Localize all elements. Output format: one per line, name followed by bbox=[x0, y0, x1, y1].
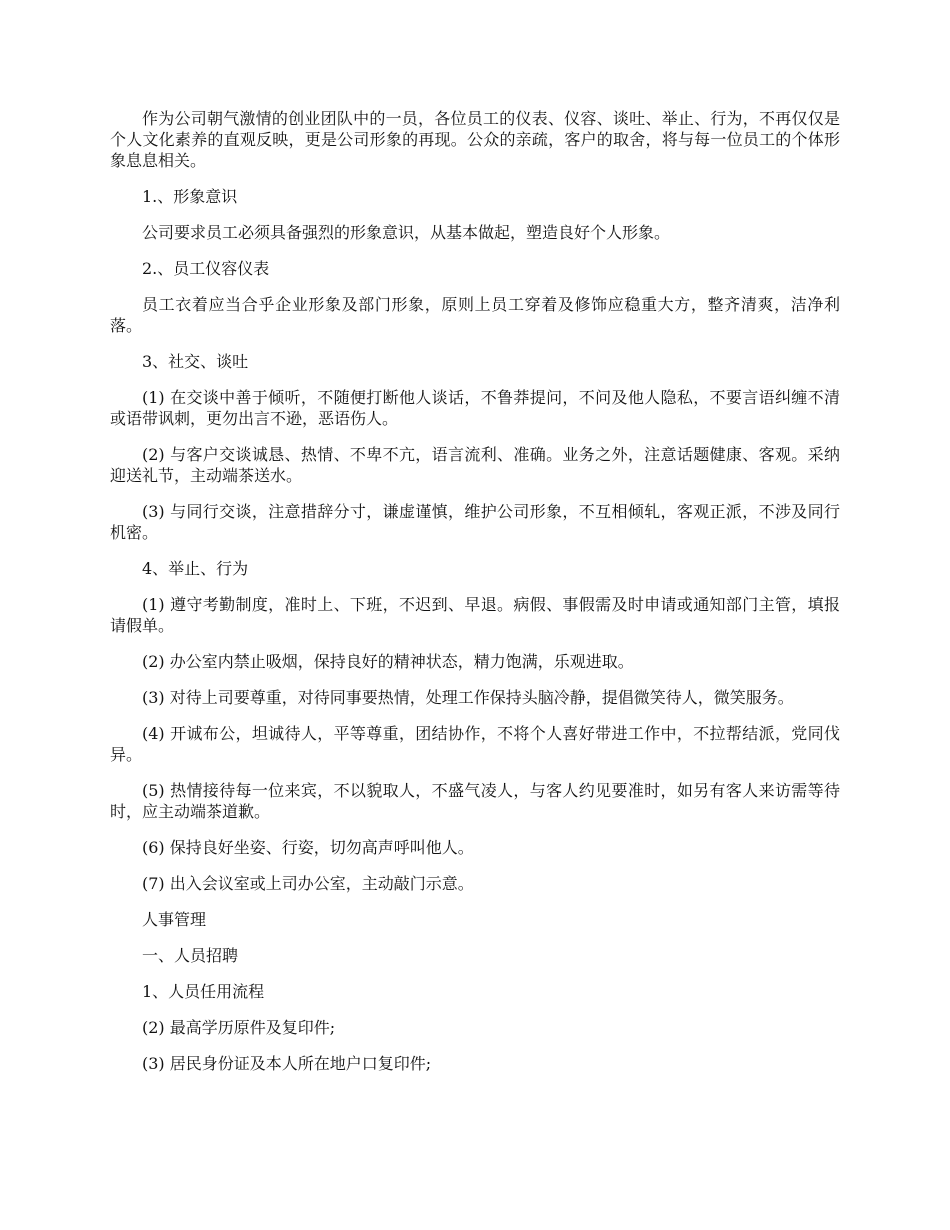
heading-hiring-process: 1、人员任用流程 bbox=[142, 982, 265, 1001]
paragraph-conduct-2: (2) 办公室内禁止吸烟，保持良好的精神状态，精力饱满，乐观进取。 bbox=[142, 652, 634, 671]
paragraph-image-awareness: 公司要求员工必须具备强烈的形象意识，从基本做起，塑造良好个人形象。 bbox=[142, 223, 671, 242]
paragraph-social-1: (1) 在交谈中善于倾听，不随便打断他人谈话，不鲁莽提问，不问及他人隐私，不要言语纠缠不清或语带讽刺，更勿出言不逊，恶语伤人。 bbox=[110, 388, 840, 428]
list-item-education-docs: (2) 最高学历原件及复印件; bbox=[142, 1018, 336, 1037]
heading-hr-management: 人事管理 bbox=[142, 910, 207, 929]
heading-social-conversation: 3、社交、谈吐 bbox=[142, 352, 249, 371]
paragraph-conduct-4: (4) 开诚布公，坦诚待人，平等尊重，团结协作，不将个人喜好带进工作中，不拉帮结派，党同伐异。 bbox=[110, 724, 840, 764]
heading-recruitment: 一、人员招聘 bbox=[142, 946, 239, 965]
document-body bbox=[110, 108, 840, 1089]
paragraph-appearance: 员工衣着应当合乎企业形象及部门形象，原则上员工穿着及修饰应稳重大方，整齐清爽，洁净利落。 bbox=[110, 295, 840, 335]
heading-image-awareness: 1.、形象意识 bbox=[142, 187, 238, 206]
paragraph-conduct-1: (1) 遵守考勤制度，准时上、下班，不迟到、早退。病假、事假需及时申请或通知部门主管，填报请假单。 bbox=[110, 595, 840, 635]
paragraph-conduct-7: (7) 出入会议室或上司办公室，主动敲门示意。 bbox=[142, 874, 474, 893]
paragraph-conduct-6: (6) 保持良好坐姿、行姿，切勿高声呼叫他人。 bbox=[142, 838, 474, 857]
paragraph-social-3: (3) 与同行交谈，注意措辞分寸，谦虚谨慎，维护公司形象，不互相倾轧，客观正派，不涉及同行机密。 bbox=[110, 502, 840, 542]
paragraph-conduct-3: (3) 对待上司要尊重，对待同事要热情，处理工作保持头脑冷静，提倡微笑待人，微笑服务。 bbox=[142, 688, 794, 707]
paragraph-intro: 作为公司朝气激情的创业团队中的一员，各位员工的仪表、仪容、谈吐、举止、行为，不再仅仅是个人文化素养的直观反映，更是公司形象的再现。公众的亲疏，客户的取舍，将与每一位员工的个体形象息息相关。 bbox=[110, 109, 840, 170]
heading-conduct: 4、举止、行为 bbox=[142, 559, 249, 578]
list-item-id-docs: (3) 居民身份证及本人所在地户口复印件; bbox=[142, 1054, 432, 1073]
paragraph-conduct-5: (5) 热情接待每一位来宾，不以貌取人，不盛气凌人，与客人约见要准时，如另有客人来访需等待时，应主动端茶道歉。 bbox=[110, 781, 840, 821]
heading-appearance: 2.、员工仪容仪表 bbox=[142, 259, 270, 278]
paragraph-social-2: (2) 与客户交谈诚恳、热情、不卑不亢，语言流利、准确。业务之外，注意话题健康、客观。采纳迎送礼节，主动端茶送水。 bbox=[110, 445, 840, 485]
